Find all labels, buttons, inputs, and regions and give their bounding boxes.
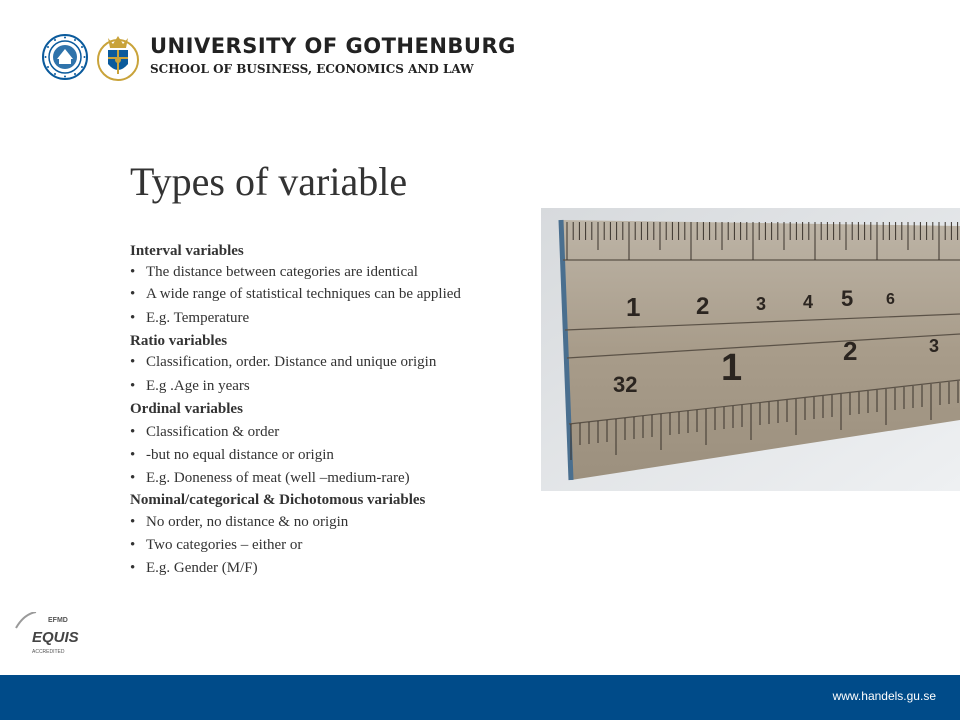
bullet-dot: • bbox=[130, 514, 136, 530]
bullet-item bbox=[130, 560, 480, 576]
ruler-number: 3 bbox=[756, 294, 767, 314]
section-heading: Interval variables bbox=[130, 243, 244, 259]
bullet-item bbox=[130, 378, 480, 394]
school-name: SCHOOL OF BUSINESS, ECONOMICS AND LAW bbox=[150, 62, 474, 76]
bullet-text: E.g .Age in years bbox=[146, 378, 250, 394]
bullet-dot: • bbox=[130, 264, 136, 280]
section-heading: Nominal/categorical & Dichotomous variables bbox=[130, 492, 426, 508]
bullet-text: E.g. Doneness of meat (well –medium-rare) bbox=[146, 470, 410, 486]
university-seal-icon bbox=[42, 34, 88, 80]
ruler-number: 5 bbox=[841, 286, 854, 311]
university-name: UNIVERSITY OF GOTHENBURG bbox=[150, 34, 516, 58]
ruler-number: 2 bbox=[696, 293, 710, 320]
bullet-dot: • bbox=[130, 310, 136, 326]
bullet-dot: • bbox=[130, 537, 136, 553]
bullet-item bbox=[130, 288, 480, 301]
bullet-dot: • bbox=[130, 286, 136, 302]
equis-text: EQUIS bbox=[32, 629, 79, 646]
ruler-number: 6 bbox=[886, 291, 895, 308]
efmd-text: EFMD bbox=[48, 617, 68, 624]
bullet-text: A wide range of statistical techniques can be applied bbox=[146, 286, 461, 302]
bullet-text: Two categories – either or bbox=[146, 537, 303, 553]
bullet-item bbox=[130, 514, 480, 530]
bullet-dot: • bbox=[130, 470, 136, 486]
footer-bar bbox=[0, 675, 960, 720]
bullet-item bbox=[130, 537, 480, 553]
section-heading: Ratio variables bbox=[130, 333, 228, 349]
header bbox=[40, 28, 516, 88]
bullet-item bbox=[130, 310, 480, 326]
bullet-text: Classification, order. Distance and unique origin bbox=[146, 354, 437, 370]
bullet-text: Classification & order bbox=[146, 424, 280, 440]
ruler-number: 2 bbox=[843, 336, 858, 366]
ruler-number: 1 bbox=[626, 292, 641, 322]
accredited-text: ACCREDITED bbox=[32, 649, 65, 655]
bullet-text: No order, no distance & no origin bbox=[146, 514, 349, 530]
bullet-dot: • bbox=[130, 424, 136, 440]
bullet-item bbox=[130, 266, 480, 279]
bullet-text: E.g. Gender (M/F) bbox=[146, 560, 258, 576]
section-heading: Ordinal variables bbox=[130, 401, 243, 417]
bullet-text: The distance between categories are identical bbox=[146, 264, 418, 280]
bullet-dot: • bbox=[130, 378, 136, 394]
ruler-photo bbox=[541, 208, 960, 491]
ruler-number: 3 bbox=[929, 336, 940, 356]
bullet-item bbox=[130, 356, 480, 369]
ruler-number: 32 bbox=[613, 372, 638, 397]
bullet-item bbox=[130, 424, 480, 440]
crest-icon bbox=[96, 32, 140, 82]
slide-content bbox=[130, 243, 480, 583]
slide-title: Types of variable bbox=[130, 159, 408, 204]
bullet-text: -but no equal distance or origin bbox=[146, 447, 334, 463]
bullet-dot: • bbox=[130, 447, 136, 463]
ruler-number: 4 bbox=[803, 292, 814, 312]
bullet-text: E.g. Temperature bbox=[146, 310, 250, 326]
ruler-number: 1 bbox=[721, 347, 743, 389]
bullet-item bbox=[130, 470, 480, 486]
footer-url: www.handels.gu.se bbox=[832, 689, 936, 703]
equis-logo bbox=[12, 612, 82, 662]
bullet-dot: • bbox=[130, 560, 136, 576]
bullet-dot: • bbox=[130, 354, 136, 370]
bullet-item bbox=[130, 447, 480, 463]
